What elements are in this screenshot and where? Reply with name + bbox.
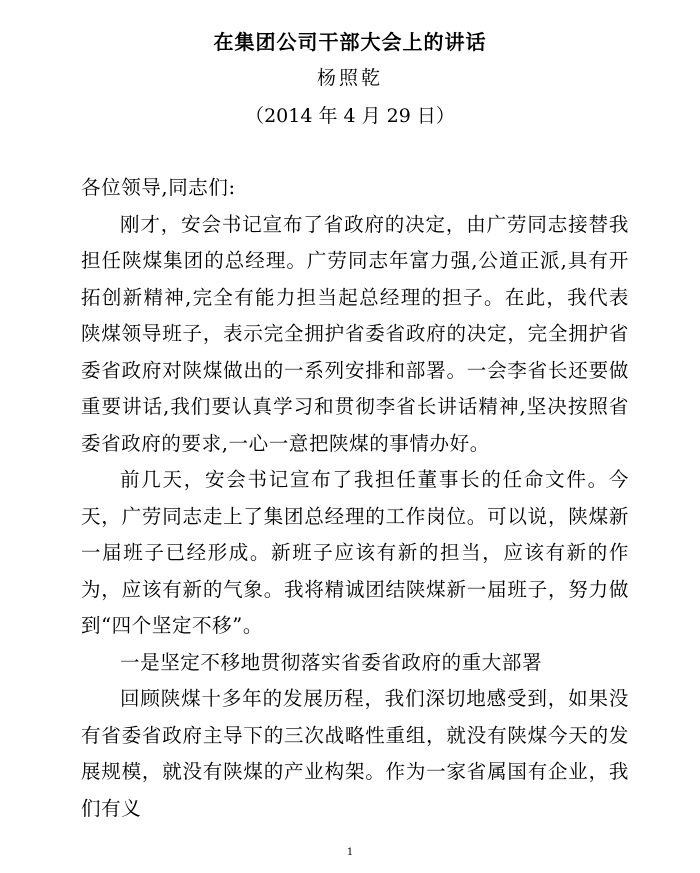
author-name: 杨照乾 [316, 67, 383, 89]
salutation: 各位领导,同志们: [81, 176, 236, 199]
section-heading: 一是坚定不移地贯彻落实省委省政府的重大部署 [120, 650, 543, 674]
document-title: 在集团公司干部大会上的讲话 [213, 30, 487, 54]
speech-date: （2014 年 4 月 29 日） [245, 105, 455, 127]
speech-body [81, 170, 629, 827]
paragraph: 回顾陕煤十多年的发展历程，我们深切地感受到，如果没有省委省政府主导下的三次战略性重组，就没有陕煤今天的发展规模，就没有陕煤的产业构架。作为一家省属国有企业，我们有义 [81, 687, 629, 820]
page-number: 1 [346, 847, 354, 858]
paragraph: 前几天，安会书记宣布了我担任董事长的任命文件。今天，广劳同志走上了集团总经理的工作岗位。可以说，陕煤新一届班子已经形成。新班子应该有新的担当，应该有新的作为，应该有新的气象。我将精诚团结陕煤新一届班子，努力做到“四个坚定不移”。 [81, 468, 629, 637]
paragraph: 刚才，安会书记宣布了省政府的决定，由广劳同志接替我担任陕煤集团的总经理。广劳同志年富力强,公道正派,具有开拓创新精神,完全有能力担当起总经理的担子。在此，我代表陕煤领导班子，表示完全拥护省委省政府的决定，完全拥护省委省政府对陕煤做出的一系列安排和部署。一会李省长还要做重要讲话,我们要认真学习和贯彻李省长讲话精神,坚决按照省委省政府的要求,一心一意把陕煤的事情办好。 [81, 212, 629, 455]
